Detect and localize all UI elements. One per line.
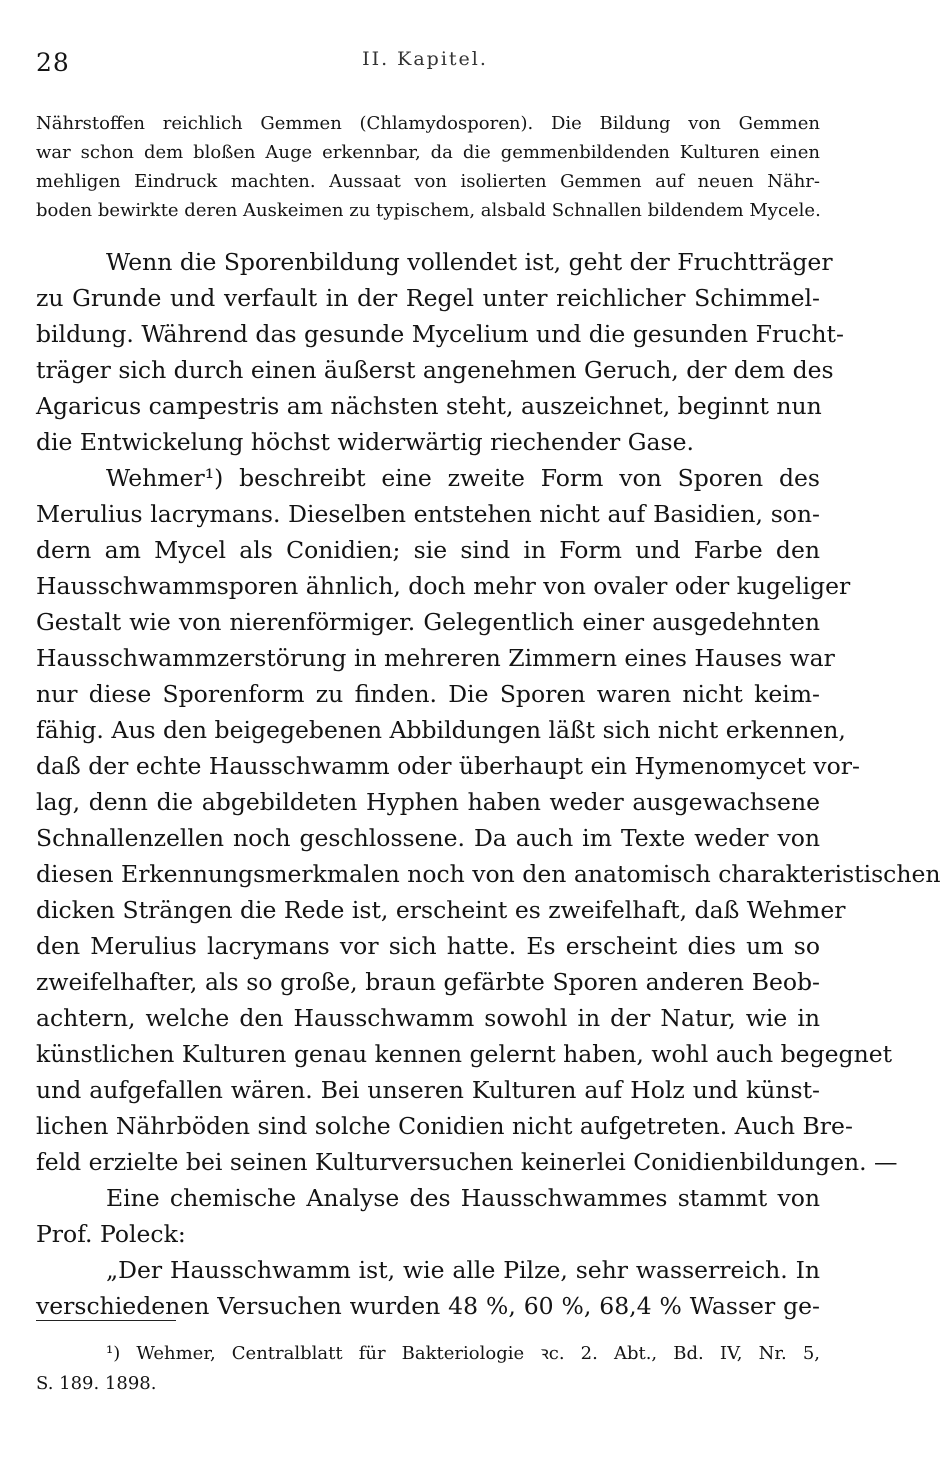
paragraph-line: lag, denn die abgebildeten Hyphen haben weder ausgewachsene	[36, 788, 820, 816]
paragraph-line: nur diese Sporenform zu finden. Die Sporen waren nicht keim-	[36, 680, 820, 708]
paragraph-line: „Der Hausschwamm ist, wie alle Pilze, sehr wasserreich. In	[106, 1256, 820, 1284]
paragraph-line: Wenn die Sporenbildung vollendet ist, geht der Fruchtträger	[106, 248, 833, 276]
intro-line: war schon dem bloßen Auge erkennbar, da die gemmenbildenden Kulturen einen	[36, 142, 820, 163]
paragraph-line: dern am Mycel als Conidien; sie sind in Form und Farbe den	[36, 536, 820, 564]
intro-line: mehligen Eindruck machten. Aussaat von isolierten Gemmen auf neuen Nähr-	[36, 171, 820, 192]
running-head	[36, 44, 814, 78]
paragraph-line: Prof. Poleck:	[36, 1220, 186, 1248]
paragraph-line: achtern, welche den Hausschwamm sowohl in der Natur, wie in	[36, 1004, 820, 1032]
paragraph-line: Wehmer¹) beschreibt eine zweite Form von Sporen des	[106, 464, 820, 492]
paragraph-line: lichen Nährböden sind solche Conidien nicht aufgetreten. Auch Bre-	[36, 1112, 853, 1140]
paragraph-line: den Merulius lacrymans vor sich hatte. Es erscheint dies um so	[36, 932, 820, 960]
intro-line: boden bewirkte deren Auskeimen zu typischem, alsbald Schnallen bildendem Mycele.	[36, 200, 821, 221]
footnote-line: ¹) Wehmer, Centralblatt für Bakteriologie ꝛc. 2. Abt., Bd. IV, Nr. 5,	[106, 1343, 820, 1364]
page-number: 28	[36, 48, 70, 77]
intro-line: Nährstoffen reichlich Gemmen (Chlamydosporen). Die Bildung von Gemmen	[36, 113, 820, 134]
paragraph-line: feld erzielte bei seinen Kulturversuchen keinerlei Conidienbildungen. —	[36, 1148, 898, 1176]
paragraph-line: und aufgefallen wären. Bei unseren Kulturen auf Holz und künst-	[36, 1076, 820, 1104]
paragraph-line: zu Grunde und verfault in der Regel unter reichlicher Schimmel-	[36, 284, 820, 312]
paragraph-line: dicken Strängen die Rede ist, erscheint es zweifelhaft, daß Wehmer	[36, 896, 846, 924]
paragraph-line: künstlichen Kulturen genau kennen gelernt haben, wohl auch begegnet	[36, 1040, 893, 1068]
paragraph-line: Agaricus campestris am nächsten steht, auszeichnet, beginnt nun	[36, 392, 822, 420]
footnote-line: S. 189. 1898.	[36, 1373, 157, 1394]
paragraph-line: Eine chemische Analyse des Hausschwammes stammt von	[106, 1184, 820, 1212]
paragraph-line: fähig. Aus den beigegebenen Abbildungen läßt sich nicht erkennen,	[36, 716, 846, 744]
paragraph-line: träger sich durch einen äußerst angenehmen Geruch, der dem des	[36, 356, 834, 384]
footnote-rule	[36, 1320, 176, 1321]
paragraph-line: Schnallenzellen noch geschlossene. Da auch im Texte weder von	[36, 824, 820, 852]
paragraph-line: Hausschwammzerstörung in mehreren Zimmern eines Hauses war	[36, 644, 835, 672]
paragraph-line: zweifelhafter, als so große, braun gefärbte Sporen anderen Beob-	[36, 968, 820, 996]
chapter-title: II. Kapitel.	[362, 48, 488, 70]
paragraph-line: verschiedenen Versuchen wurden 48 %, 60 %, 68,4 % Wasser ge-	[36, 1292, 820, 1320]
paragraph-line: Merulius lacrymans. Dieselben entstehen nicht auf Basidien, son-	[36, 500, 820, 528]
paragraph-line: Hausschwammsporen ähnlich, doch mehr von ovaler oder kugeliger	[36, 572, 851, 600]
paragraph-line: diesen Erkennungsmerkmalen noch von den anatomisch charakteristischen	[36, 860, 941, 888]
paragraph-line: die Entwickelung höchst widerwärtig riechender Gase.	[36, 428, 694, 456]
paragraph-line: daß der echte Hausschwamm oder überhaupt ein Hymenomycet vor-	[36, 752, 860, 780]
paragraph-line: bildung. Während das gesunde Mycelium und die gesunden Frucht-	[36, 320, 844, 348]
paragraph-line: Gestalt wie von nierenförmiger. Gelegentlich einer ausgedehnten	[36, 608, 820, 636]
